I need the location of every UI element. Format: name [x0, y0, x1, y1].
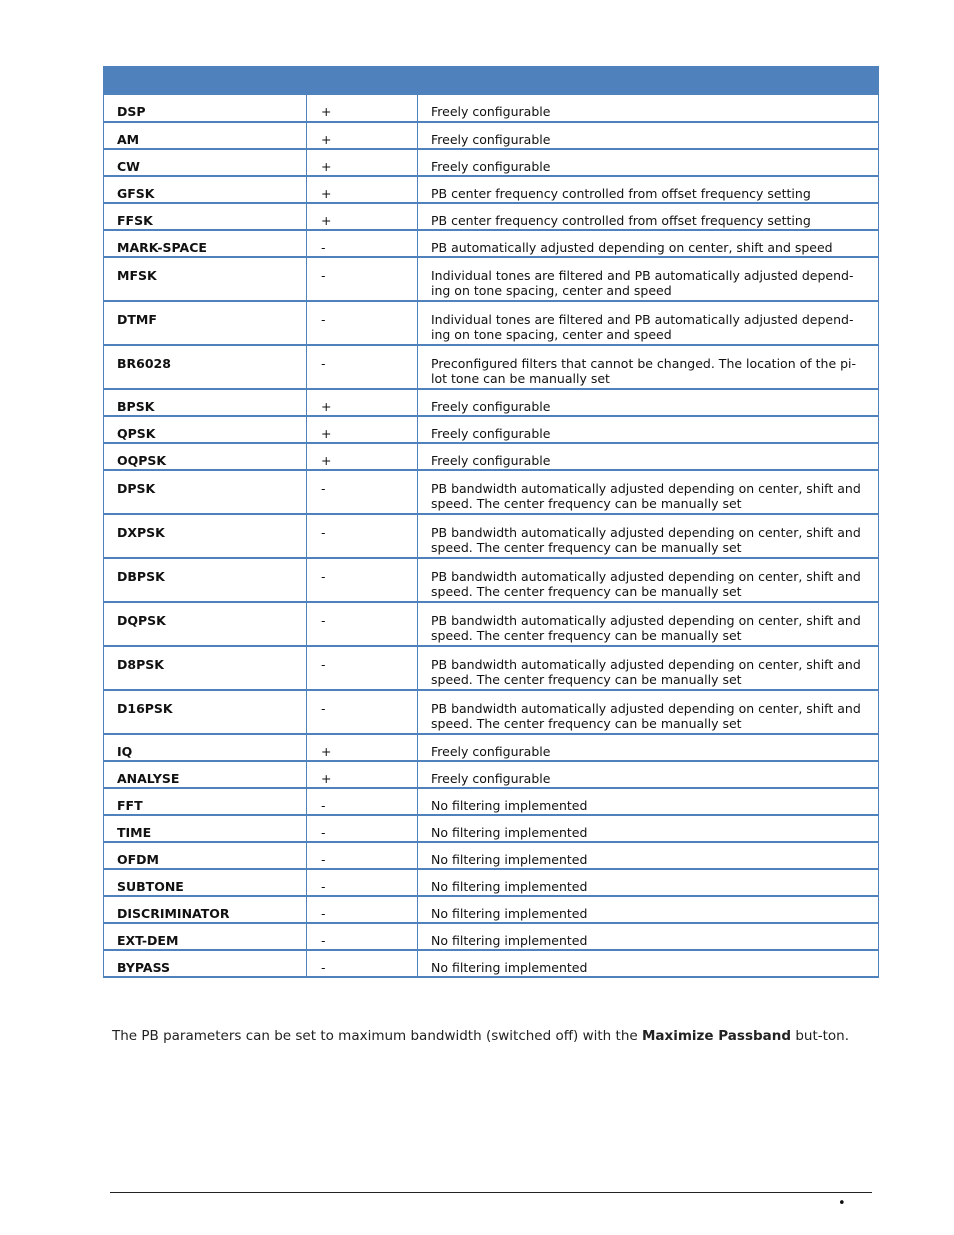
description-cell: No filtering implemented [418, 896, 879, 923]
mode-cell: OFDM [104, 842, 307, 869]
mode-cell: D16PSK [104, 690, 307, 734]
table-row [104, 470, 879, 514]
table-row [104, 257, 879, 301]
support-cell: + [307, 389, 418, 416]
description-cell: Individual tones are filtered and PB automatically adjusted depend-ing on tone spacing, center and speed [418, 301, 879, 345]
description-cell: Freely configurable [418, 416, 879, 443]
mode-cell: DBPSK [104, 558, 307, 602]
table-row [104, 301, 879, 345]
description-cell: PB automatically adjusted depending on center, shift and speed [418, 230, 879, 257]
mode-cell: DTMF [104, 301, 307, 345]
table-row [104, 896, 879, 923]
support-cell: - [307, 690, 418, 734]
mode-cell: BPSK [104, 389, 307, 416]
description-cell: PB bandwidth automatically adjusted depending on center, shift and speed. The center frequency can be manually set [418, 602, 879, 646]
support-cell: + [307, 734, 418, 761]
description-cell: PB bandwidth automatically adjusted depending on center, shift and speed. The center frequency can be manually set [418, 646, 879, 690]
support-cell: - [307, 646, 418, 690]
description-cell: No filtering implemented [418, 950, 879, 977]
table-row [104, 690, 879, 734]
mode-cell: IQ [104, 734, 307, 761]
mode-cell: GFSK [104, 176, 307, 203]
support-cell: - [307, 815, 418, 842]
mode-cell: BR6028 [104, 345, 307, 389]
support-cell: + [307, 95, 418, 122]
mode-cell: QPSK [104, 416, 307, 443]
support-cell: - [307, 345, 418, 389]
mode-cell: EXT-DEM [104, 923, 307, 950]
mode-cell: BYPASS [104, 950, 307, 977]
mode-cell: ANALYSE [104, 761, 307, 788]
support-cell: - [307, 257, 418, 301]
footer-bullet: • [838, 1196, 846, 1211]
support-cell: - [307, 514, 418, 558]
table-row [104, 788, 879, 815]
passband-table [103, 66, 879, 978]
description-cell: No filtering implemented [418, 815, 879, 842]
description-cell: PB center frequency controlled from offset frequency setting [418, 176, 879, 203]
support-cell: - [307, 602, 418, 646]
paragraph-text-after: but-ton. [791, 1028, 850, 1044]
table-row [104, 345, 879, 389]
support-cell: - [307, 950, 418, 977]
table-row [104, 815, 879, 842]
description-cell: Freely configurable [418, 149, 879, 176]
table-row [104, 869, 879, 896]
support-cell: + [307, 443, 418, 470]
table-row [104, 761, 879, 788]
table-row [104, 122, 879, 149]
mode-cell: DPSK [104, 470, 307, 514]
description-cell: No filtering implemented [418, 923, 879, 950]
table-row [104, 389, 879, 416]
table-row [104, 203, 879, 230]
description-cell: Freely configurable [418, 389, 879, 416]
mode-cell: OQPSK [104, 443, 307, 470]
support-cell: + [307, 176, 418, 203]
mode-cell: DSP [104, 95, 307, 122]
support-cell: + [307, 416, 418, 443]
footer-rule [110, 1192, 872, 1193]
support-cell: - [307, 923, 418, 950]
table-row [104, 95, 879, 122]
table-row [104, 734, 879, 761]
table-row [104, 950, 879, 977]
support-cell: - [307, 896, 418, 923]
support-cell: + [307, 122, 418, 149]
mode-cell: FFT [104, 788, 307, 815]
table-row [104, 646, 879, 690]
description-cell: No filtering implemented [418, 788, 879, 815]
maximize-passband-label: Maximize Passband [641, 1028, 792, 1044]
description-cell: Individual tones are filtered and PB automatically adjusted depend-ing on tone spacing, center and speed [418, 257, 879, 301]
table-row [104, 602, 879, 646]
table-row [104, 558, 879, 602]
body-paragraph [112, 1027, 870, 1045]
description-cell: Freely configurable [418, 734, 879, 761]
support-cell: + [307, 203, 418, 230]
table-row [104, 176, 879, 203]
mode-cell: TIME [104, 815, 307, 842]
mode-cell: DQPSK [104, 602, 307, 646]
description-cell: No filtering implemented [418, 869, 879, 896]
table-body [103, 94, 879, 978]
mode-cell: SUBTONE [104, 869, 307, 896]
mode-cell: DXPSK [104, 514, 307, 558]
support-cell: - [307, 842, 418, 869]
table-row [104, 149, 879, 176]
description-cell: PB center frequency controlled from offset frequency setting [418, 203, 879, 230]
description-cell: Preconfigured filters that cannot be changed. The location of the pi-lot tone can be manually set [418, 345, 879, 389]
table-row [104, 416, 879, 443]
support-cell: - [307, 869, 418, 896]
mode-cell: DISCRIMINATOR [104, 896, 307, 923]
description-cell: No filtering implemented [418, 842, 879, 869]
table-row [104, 230, 879, 257]
mode-cell: CW [104, 149, 307, 176]
mode-cell: FFSK [104, 203, 307, 230]
support-cell: - [307, 788, 418, 815]
mode-cell: MARK-SPACE [104, 230, 307, 257]
support-cell: - [307, 470, 418, 514]
support-cell: - [307, 301, 418, 345]
support-cell: + [307, 761, 418, 788]
table-row [104, 443, 879, 470]
description-cell: PB bandwidth automatically adjusted depending on center, shift and speed. The center frequency can be manually set [418, 470, 879, 514]
description-cell: PB bandwidth automatically adjusted depending on center, shift and speed. The center frequency can be manually set [418, 558, 879, 602]
support-cell: - [307, 558, 418, 602]
table-row [104, 842, 879, 869]
support-cell: + [307, 149, 418, 176]
description-cell: Freely configurable [418, 761, 879, 788]
table-row [104, 514, 879, 558]
description-cell: PB bandwidth automatically adjusted depending on center, shift and speed. The center frequency can be manually set [418, 690, 879, 734]
mode-cell: D8PSK [104, 646, 307, 690]
description-cell: Freely configurable [418, 95, 879, 122]
table-row [104, 923, 879, 950]
support-cell: - [307, 230, 418, 257]
table-header [103, 66, 879, 94]
mode-cell: MFSK [104, 257, 307, 301]
description-cell: Freely configurable [418, 122, 879, 149]
mode-cell: AM [104, 122, 307, 149]
description-cell: Freely configurable [418, 443, 879, 470]
description-cell: PB bandwidth automatically adjusted depending on center, shift and speed. The center frequency can be manually set [418, 514, 879, 558]
paragraph-text-before: The PB parameters can be set to maximum bandwidth (switched off) with the [112, 1028, 642, 1044]
